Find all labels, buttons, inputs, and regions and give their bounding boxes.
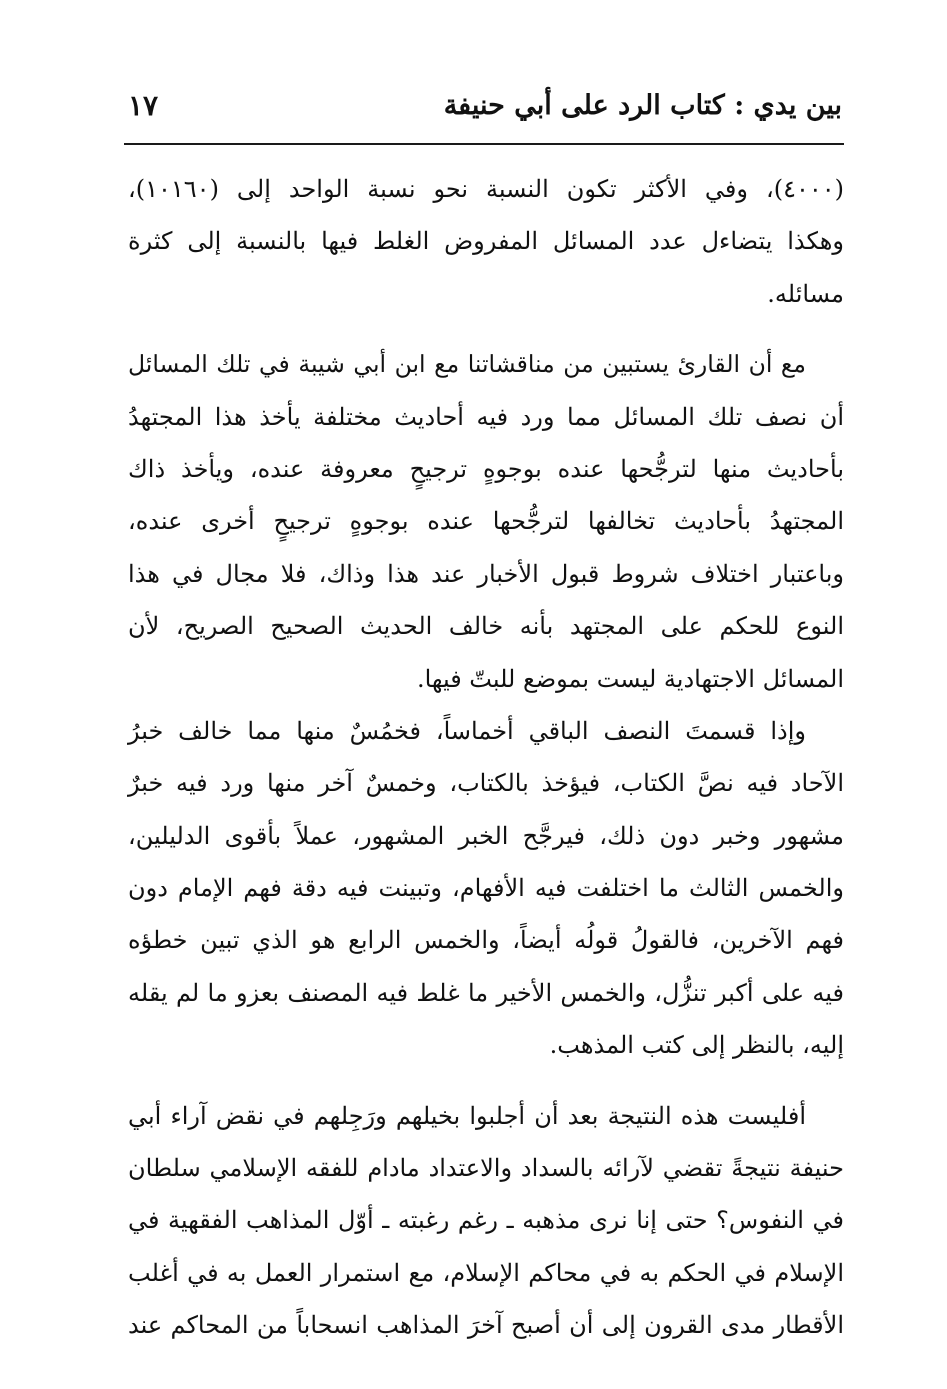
header-rule	[124, 143, 844, 145]
text-line: وهكذا يتضاءل عدد المسائل المفروض الغلط فيها بالنسبة إلى كثرة	[128, 227, 844, 256]
text-line: مشهور وخبر دون ذلك، فيرجَّح الخبر المشهور، عملاً بأقوى الدليلين،	[128, 821, 844, 850]
text-line: المجتهدُ بأحاديث تخالفها لترجُّحها عنده بوجوهٍ ترجيحٍ أخرى عنده،	[128, 507, 844, 536]
text-line: أن نصف تلك المسائل مما ورد فيه أحاديث مختلفة يأخذ هذا المجتهدُ	[128, 402, 844, 431]
text-line: وباعتبار اختلاف شروط قبول الأخبار عند هذا وذاك، فلا مجال في هذا	[128, 559, 844, 588]
text-line: الآحاد فيه نصَّ الكتاب، فيؤخذ بالكتاب، وخمسٌ آخر منها ورد فيه خبرٌ	[128, 769, 844, 798]
text-line: النوع للحكم على المجتهد بأنه خالف الحديث الصحيح الصريح، لأن	[128, 612, 844, 641]
paragraph-4	[128, 1090, 844, 1352]
text-line: الإسلام في الحكم به في محاكم الإسلام، مع استمرار العمل به في أغلب	[128, 1258, 844, 1287]
page-number: ١٧	[128, 89, 159, 122]
running-head	[122, 82, 842, 134]
paragraph-3	[128, 705, 844, 1072]
text-line: حنيفة نتيجةً تقضي لآرائه بالسداد والاعتداد مادام للفقه الإسلامي سلطان	[128, 1154, 844, 1183]
paragraph-gap	[128, 320, 844, 338]
text-line: فيه على أكبر تنزُّل، والخمس الأخير ما غلط فيه المصنف بعزو ما لم يقله	[128, 978, 844, 1007]
text-line: أفليست هذه النتيجة بعد أن أجلبوا بخيلهم ورَجِلهم في نقض آراء أبي	[128, 1101, 806, 1130]
text-line: الأقطار مدى القرون إلى أن أصبح آخرَ المذاهب انسحاباً من المحاكم عند	[128, 1311, 844, 1340]
paragraph-gap	[128, 1072, 844, 1090]
body-text	[128, 163, 844, 1352]
text-line: وإذا قسمتَ النصف الباقي أخماساً، فخمُسٌ منها مما خالف خبرُ	[128, 716, 806, 745]
text-line: مع أن القارئ يستبين من مناقشاتنا مع ابن أبي شيبة في تلك المسائل	[128, 350, 806, 379]
paragraph-1	[128, 163, 844, 320]
text-line: إليه، بالنظر إلى كتب المذهب.	[549, 1031, 844, 1060]
text-line: المسائل الاجتهادية ليست بموضع للبتّ فيها.	[416, 664, 844, 693]
paragraph-2	[128, 338, 844, 705]
text-line: مسائله.	[767, 279, 844, 308]
running-title: بين يدي : كتاب الرد على أبي حنيفة	[443, 90, 842, 121]
text-line: بأحاديث منها لترجُّحها عنده بوجوهٍ ترجيحٍ معروفة عنده، ويأخذ ذاك	[128, 454, 844, 483]
text-line: فهم الآخرين، فالقولُ قولُه أيضاً، والخمس الرابع هو الذي تبين خطؤه	[128, 926, 844, 955]
text-line: في النفوس؟ حتى إنا نرى مذهبه ـ رغم رغبته ـ أوّل المذاهب الفقهية في	[128, 1206, 844, 1235]
text-line: والخمس الثالث ما اختلفت فيه الأفهام، وتبينت فيه دقة فهم الإمام دون	[128, 874, 844, 903]
text-line: (٤٠٠٠)، وفي الأكثر تكون النسبة نحو نسبة الواحد إلى (١٠١٦٠)،	[128, 175, 844, 203]
